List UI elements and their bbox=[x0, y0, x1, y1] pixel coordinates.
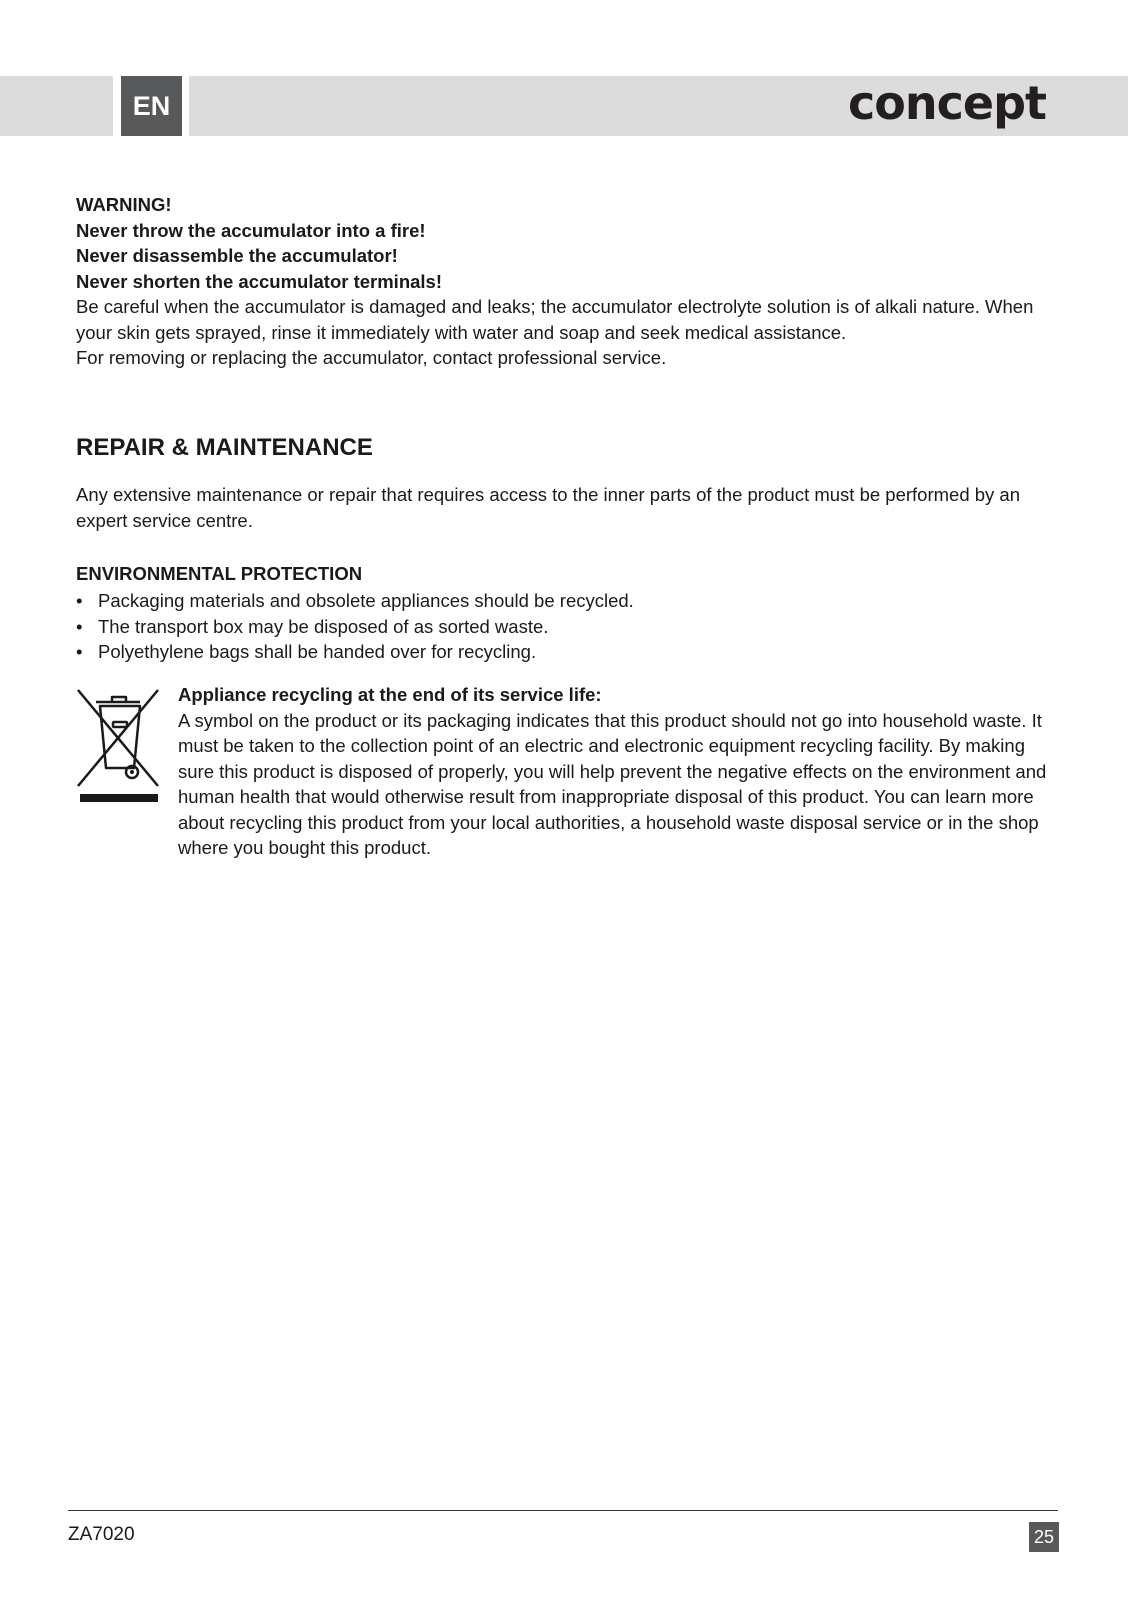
environment-list bbox=[76, 588, 634, 665]
recycling-body: A symbol on the product or its packaging indicates that this product should not go into household waste. It must be taken to the collection point of an electric and electronic equipment recycling facility. By making sure this product is disposed of properly, you will help prevent the negative effects on the environment and human health that would otherwise result from inappropriate disposal of this product. You can learn more about recycling this product from your local authorities, a household waste disposal service or in the shop where you bought this product. bbox=[178, 709, 1047, 858]
page-number: 25 bbox=[1029, 1522, 1059, 1552]
list-item: • Packaging materials and obsolete appliances should be recycled. bbox=[76, 588, 634, 614]
brand-logo: concept bbox=[847, 76, 1046, 130]
recycling-title: Appliance recycling at the end of its service life: bbox=[178, 684, 602, 705]
model-number: ZA7020 bbox=[68, 1524, 135, 1545]
bullet-icon: • bbox=[76, 590, 83, 611]
footer-divider bbox=[68, 1510, 1058, 1511]
list-item: • The transport box may be disposed of as sorted waste. bbox=[76, 614, 634, 640]
repair-heading: REPAIR & MAINTENANCE bbox=[76, 434, 373, 461]
warning-title: WARNING! bbox=[76, 194, 172, 215]
language-badge: EN bbox=[121, 76, 182, 136]
bullet-icon: • bbox=[76, 641, 83, 662]
warning-section bbox=[76, 192, 1056, 371]
recycling-section bbox=[178, 682, 1058, 861]
warning-line: Never disassemble the accumulator! bbox=[76, 245, 398, 266]
list-item: • Polyethylene bags shall be handed over for recycling. bbox=[76, 639, 634, 665]
environment-heading: ENVIRONMENTAL PROTECTION bbox=[76, 563, 363, 584]
warning-line: Never shorten the accumulator terminals! bbox=[76, 270, 442, 292]
service-note: For removing or replacing the accumulator, contact professional service. bbox=[76, 347, 667, 368]
repair-body: Any extensive maintenance or repair that requires access to the inner parts of the product must be performed by an expert service centre. bbox=[76, 484, 1021, 531]
warning-line: Never throw the accumulator into a fire! bbox=[76, 219, 426, 241]
weee-crossed-bin-icon bbox=[76, 688, 160, 806]
header-left-band bbox=[0, 76, 113, 136]
warning-body: Be careful when the accumulator is damaged and leaks; the accumulator electrolyte solution is of alkali nature. When your skin gets sprayed, rinse it immediately with water and soap and seek medical assistance. bbox=[76, 296, 1034, 343]
bullet-icon: • bbox=[76, 615, 83, 637]
